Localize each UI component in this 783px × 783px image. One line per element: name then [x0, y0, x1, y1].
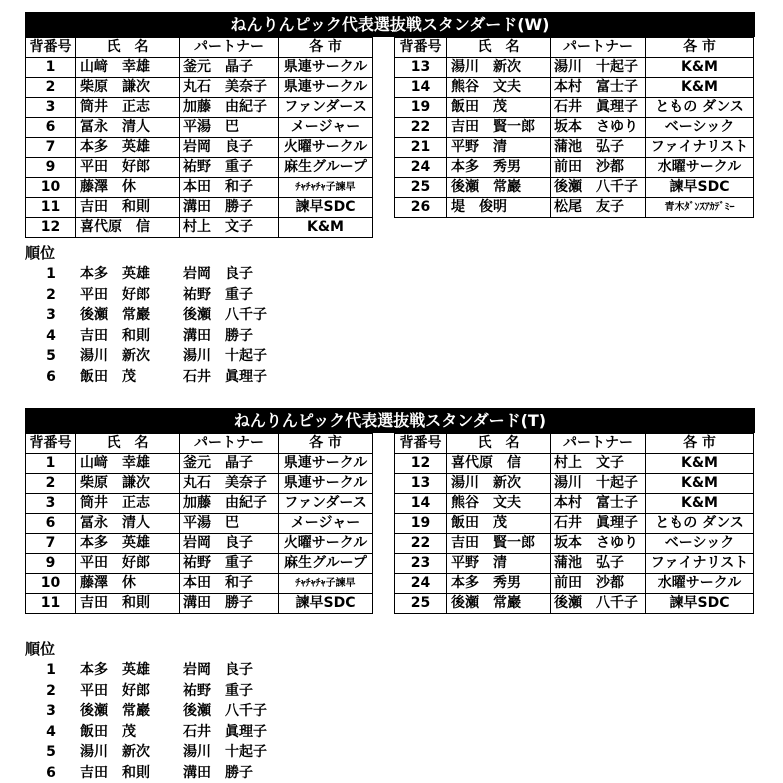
table-row [26, 98, 373, 118]
city-club: K&M [646, 454, 754, 474]
city-club: 火曜サークル [279, 138, 373, 158]
partner-name: 岩岡 良子 [180, 138, 279, 158]
header-partner: パートナー [180, 38, 279, 58]
rank-number: 6 [45, 367, 57, 388]
city-club: ベーシック [646, 118, 754, 138]
city-club: K&M [646, 78, 754, 98]
partner-name: 前田 沙都 [551, 574, 646, 594]
table-row [26, 58, 373, 78]
ranking-row [25, 326, 755, 347]
rank-number: 4 [45, 326, 57, 347]
rank-number: 5 [45, 742, 57, 763]
table-row [395, 58, 754, 78]
ranking-label: 順位 [25, 639, 755, 660]
city-club: 諫早SDC [279, 198, 373, 218]
table-row [395, 138, 754, 158]
competitor-name: 吉田 和則 [76, 198, 180, 218]
city-club: 諫早SDC [646, 594, 754, 614]
rank-number: 1 [45, 264, 57, 285]
partner-name: 岩岡 良子 [180, 534, 279, 554]
header-city: 各 市 [279, 434, 373, 454]
competitor-name: 吉田 賢一郎 [447, 118, 551, 138]
bib-number: 22 [395, 118, 447, 138]
competitor-name: 堤 俊明 [447, 198, 551, 218]
ranking-row [25, 285, 755, 306]
partner-name: 坂本 さゆり [551, 534, 646, 554]
partner-name: 祐野 重子 [180, 158, 279, 178]
rank-number: 1 [45, 660, 57, 681]
bib-number: 14 [395, 494, 447, 514]
rank-partner: 岩岡 良子 [183, 264, 253, 285]
rank-partner: 石井 眞理子 [183, 367, 267, 388]
partner-name: 湯川 十起子 [551, 58, 646, 78]
ranking-row [25, 305, 755, 326]
table-row [26, 554, 373, 574]
roster-table-left [25, 37, 373, 238]
rank-partner: 後瀬 八千子 [183, 701, 267, 722]
partner-name: 石井 眞理子 [551, 98, 646, 118]
partner-name: 本村 富士子 [551, 78, 646, 98]
city-club: 諫早SDC [279, 594, 373, 614]
rank-partner: 祐野 重子 [183, 681, 253, 702]
partner-name: 祐野 重子 [180, 554, 279, 574]
rank-number: 4 [45, 722, 57, 743]
city-club: 水曜サークル [646, 158, 754, 178]
table-row [395, 474, 754, 494]
table-row [26, 494, 373, 514]
table-header-row [395, 38, 754, 58]
bib-number: 1 [26, 454, 76, 474]
city-club: 青木ﾀﾞﾝｽｱｶﾃﾞﾐｰ [646, 198, 754, 218]
table-header-row [395, 434, 754, 454]
table-row [26, 574, 373, 594]
header-name: 氏 名 [76, 38, 180, 58]
partner-name: 釜元 晶子 [180, 58, 279, 78]
partner-name: 本田 和子 [180, 178, 279, 198]
competitor-name: 飯田 茂 [447, 514, 551, 534]
table-row [395, 178, 754, 198]
bib-number: 24 [395, 574, 447, 594]
rank-partner: 石井 眞理子 [183, 722, 267, 743]
city-club: ファイナリスト [646, 138, 754, 158]
competitor-name: 後瀬 常巖 [447, 178, 551, 198]
partner-name: 本村 富士子 [551, 494, 646, 514]
rank-competitor: 平田 好郎 [80, 285, 150, 306]
table-row [26, 454, 373, 474]
bib-number: 14 [395, 78, 447, 98]
table-row [395, 594, 754, 614]
table-row [395, 158, 754, 178]
bib-number: 2 [26, 474, 76, 494]
bib-number: 12 [26, 218, 76, 238]
competitor-name: 本多 英雄 [76, 534, 180, 554]
city-club: ファンダース [279, 494, 373, 514]
rank-competitor: 湯川 新次 [80, 742, 150, 763]
city-club: メージャー [279, 118, 373, 138]
bib-number: 11 [26, 198, 76, 218]
table-row [26, 78, 373, 98]
results-section-t [25, 408, 755, 783]
city-club: 県連サークル [279, 58, 373, 78]
competitor-name: 平田 好郎 [76, 554, 180, 574]
table-row [395, 514, 754, 534]
bib-number: 7 [26, 138, 76, 158]
table-row [26, 158, 373, 178]
bib-number: 11 [26, 594, 76, 614]
bib-number: 13 [395, 58, 447, 78]
competitor-name: 筒井 正志 [76, 494, 180, 514]
bib-number: 9 [26, 554, 76, 574]
roster-table-right [394, 37, 754, 218]
table-row [395, 494, 754, 514]
bib-number: 25 [395, 178, 447, 198]
ranking-row [25, 367, 755, 388]
competitor-name: 柴原 謙次 [76, 474, 180, 494]
bib-number: 10 [26, 574, 76, 594]
bib-number: 3 [26, 494, 76, 514]
bib-number: 10 [26, 178, 76, 198]
competitor-name: 山﨑 幸雄 [76, 58, 180, 78]
table-row [26, 594, 373, 614]
competitor-name: 熊谷 文夫 [447, 78, 551, 98]
table-row [395, 454, 754, 474]
ranking-row [25, 722, 755, 743]
competitor-name: 筒井 正志 [76, 98, 180, 118]
header-partner: パートナー [551, 434, 646, 454]
header-partner: パートナー [180, 434, 279, 454]
rank-competitor: 飯田 茂 [80, 722, 136, 743]
city-club: K&M [646, 494, 754, 514]
table-row [395, 118, 754, 138]
table-header-row [26, 38, 373, 58]
rank-number: 6 [45, 763, 57, 783]
header-city: 各 市 [279, 38, 373, 58]
competitor-name: 飯田 茂 [447, 98, 551, 118]
competitor-name: 本多 英雄 [76, 138, 180, 158]
rank-competitor: 本多 英雄 [80, 660, 150, 681]
city-club: ﾁｬﾁｬﾁｬ子諫早 [279, 178, 373, 198]
table-row [395, 534, 754, 554]
rank-competitor: 本多 英雄 [80, 264, 150, 285]
city-club: 麻生グループ [279, 554, 373, 574]
competitor-name: 喜代原 信 [76, 218, 180, 238]
partner-name: 平湯 巴 [180, 118, 279, 138]
city-club: K&M [646, 58, 754, 78]
competitor-name: 熊谷 文夫 [447, 494, 551, 514]
ranking-row [25, 346, 755, 367]
city-club: 県連サークル [279, 78, 373, 98]
bib-number: 1 [26, 58, 76, 78]
city-club: 県連サークル [279, 454, 373, 474]
table-row [26, 178, 373, 198]
partner-name: 加藤 由紀子 [180, 494, 279, 514]
partner-name: 村上 文子 [551, 454, 646, 474]
header-number: 背番号 [26, 434, 76, 454]
competitor-name: 喜代原 信 [447, 454, 551, 474]
city-club: ファンダース [279, 98, 373, 118]
header-number: 背番号 [26, 38, 76, 58]
rank-number: 3 [45, 305, 57, 326]
competitor-name: 吉田 和則 [76, 594, 180, 614]
rank-number: 3 [45, 701, 57, 722]
bib-number: 21 [395, 138, 447, 158]
section-title: ねんりんピック代表選抜戦スタンダード(W) [25, 12, 755, 37]
bib-number: 7 [26, 534, 76, 554]
header-name: 氏 名 [447, 434, 551, 454]
header-number: 背番号 [395, 38, 447, 58]
rank-partner: 岩岡 良子 [183, 660, 253, 681]
table-row [26, 218, 373, 238]
rank-partner: 湯川 十起子 [183, 346, 267, 367]
city-club: ﾁｬﾁｬﾁｬ子諫早 [279, 574, 373, 594]
ranking-row [25, 681, 755, 702]
table-row [26, 118, 373, 138]
competitor-name: 冨永 清人 [76, 514, 180, 534]
city-club: ファイナリスト [646, 554, 754, 574]
table-row [395, 574, 754, 594]
rank-competitor: 吉田 和則 [80, 763, 150, 783]
ranking-list [25, 660, 755, 783]
partner-name: 蒲池 弘子 [551, 554, 646, 574]
competitor-name: 平野 清 [447, 554, 551, 574]
bib-number: 19 [395, 514, 447, 534]
partner-name: 本田 和子 [180, 574, 279, 594]
header-city: 各 市 [646, 434, 754, 454]
ranking-row [25, 660, 755, 681]
competitor-name: 冨永 清人 [76, 118, 180, 138]
rank-competitor: 後瀬 常巖 [80, 305, 150, 326]
partner-name: 後瀬 八千子 [551, 178, 646, 198]
partner-name: 加藤 由紀子 [180, 98, 279, 118]
partner-name: 村上 文子 [180, 218, 279, 238]
header-city: 各 市 [646, 38, 754, 58]
ranking-row [25, 701, 755, 722]
competitor-name: 平野 清 [447, 138, 551, 158]
roster-table-left [25, 433, 373, 614]
competitor-name: 本多 秀男 [447, 158, 551, 178]
city-club: 麻生グループ [279, 158, 373, 178]
section-title: ねんりんピック代表選抜戦スタンダード(T) [25, 408, 755, 433]
header-number: 背番号 [395, 434, 447, 454]
bib-number: 6 [26, 514, 76, 534]
bib-number: 26 [395, 198, 447, 218]
rank-competitor: 湯川 新次 [80, 346, 150, 367]
partner-name: 溝田 勝子 [180, 198, 279, 218]
table-row [26, 138, 373, 158]
city-club: 水曜サークル [646, 574, 754, 594]
rank-partner: 溝田 勝子 [183, 326, 253, 347]
header-name: 氏 名 [76, 434, 180, 454]
city-club: 火曜サークル [279, 534, 373, 554]
city-club: メージャー [279, 514, 373, 534]
header-name: 氏 名 [447, 38, 551, 58]
bib-number: 22 [395, 534, 447, 554]
competitor-name: 山﨑 幸雄 [76, 454, 180, 474]
competitor-name: 吉田 賢一郎 [447, 534, 551, 554]
bib-number: 19 [395, 98, 447, 118]
competitor-name: 本多 秀男 [447, 574, 551, 594]
bib-number: 9 [26, 158, 76, 178]
rank-number: 2 [45, 681, 57, 702]
city-club: K&M [279, 218, 373, 238]
partner-name: 石井 眞理子 [551, 514, 646, 534]
ranking-label: 順位 [25, 243, 755, 264]
bib-number: 24 [395, 158, 447, 178]
partner-name: 松尾 友子 [551, 198, 646, 218]
partner-name: 前田 沙都 [551, 158, 646, 178]
ranking-list [25, 264, 755, 387]
rank-partner: 溝田 勝子 [183, 763, 253, 783]
competitor-name: 湯川 新次 [447, 474, 551, 494]
bib-number: 3 [26, 98, 76, 118]
ranking-row [25, 742, 755, 763]
table-header-row [26, 434, 373, 454]
competitor-name: 藤澤 休 [76, 574, 180, 594]
rank-partner: 後瀬 八千子 [183, 305, 267, 326]
partner-name: 丸石 美奈子 [180, 78, 279, 98]
rank-competitor: 平田 好郎 [80, 681, 150, 702]
partner-name: 釜元 晶子 [180, 454, 279, 474]
ranking-row [25, 264, 755, 285]
partner-name: 湯川 十起子 [551, 474, 646, 494]
table-row [395, 98, 754, 118]
city-club: ともの ダンス [646, 514, 754, 534]
table-row [395, 198, 754, 218]
table-row [395, 554, 754, 574]
table-row [26, 514, 373, 534]
partner-name: 溝田 勝子 [180, 594, 279, 614]
table-row [26, 534, 373, 554]
city-club: 諫早SDC [646, 178, 754, 198]
table-row [26, 474, 373, 494]
partner-name: 平湯 巴 [180, 514, 279, 534]
rank-number: 2 [45, 285, 57, 306]
partner-name: 丸石 美奈子 [180, 474, 279, 494]
rank-partner: 祐野 重子 [183, 285, 253, 306]
competitor-name: 後瀬 常巖 [447, 594, 551, 614]
partner-name: 後瀬 八千子 [551, 594, 646, 614]
rank-number: 5 [45, 346, 57, 367]
city-club: ベーシック [646, 534, 754, 554]
rank-competitor: 飯田 茂 [80, 367, 136, 388]
header-partner: パートナー [551, 38, 646, 58]
roster-table-right [394, 433, 754, 614]
competitor-name: 平田 好郎 [76, 158, 180, 178]
competitor-name: 湯川 新次 [447, 58, 551, 78]
bib-number: 2 [26, 78, 76, 98]
table-row [26, 198, 373, 218]
competitor-name: 藤澤 休 [76, 178, 180, 198]
competitor-name: 柴原 謙次 [76, 78, 180, 98]
partner-name: 坂本 さゆり [551, 118, 646, 138]
bib-number: 13 [395, 474, 447, 494]
bib-number: 12 [395, 454, 447, 474]
city-club: 県連サークル [279, 474, 373, 494]
rank-partner: 湯川 十起子 [183, 742, 267, 763]
rank-competitor: 後瀬 常巖 [80, 701, 150, 722]
city-club: K&M [646, 474, 754, 494]
bib-number: 6 [26, 118, 76, 138]
city-club: ともの ダンス [646, 98, 754, 118]
partner-name: 蒲池 弘子 [551, 138, 646, 158]
results-section-w [25, 12, 755, 387]
bib-number: 25 [395, 594, 447, 614]
rank-competitor: 吉田 和則 [80, 326, 150, 347]
table-row [395, 78, 754, 98]
bib-number: 23 [395, 554, 447, 574]
